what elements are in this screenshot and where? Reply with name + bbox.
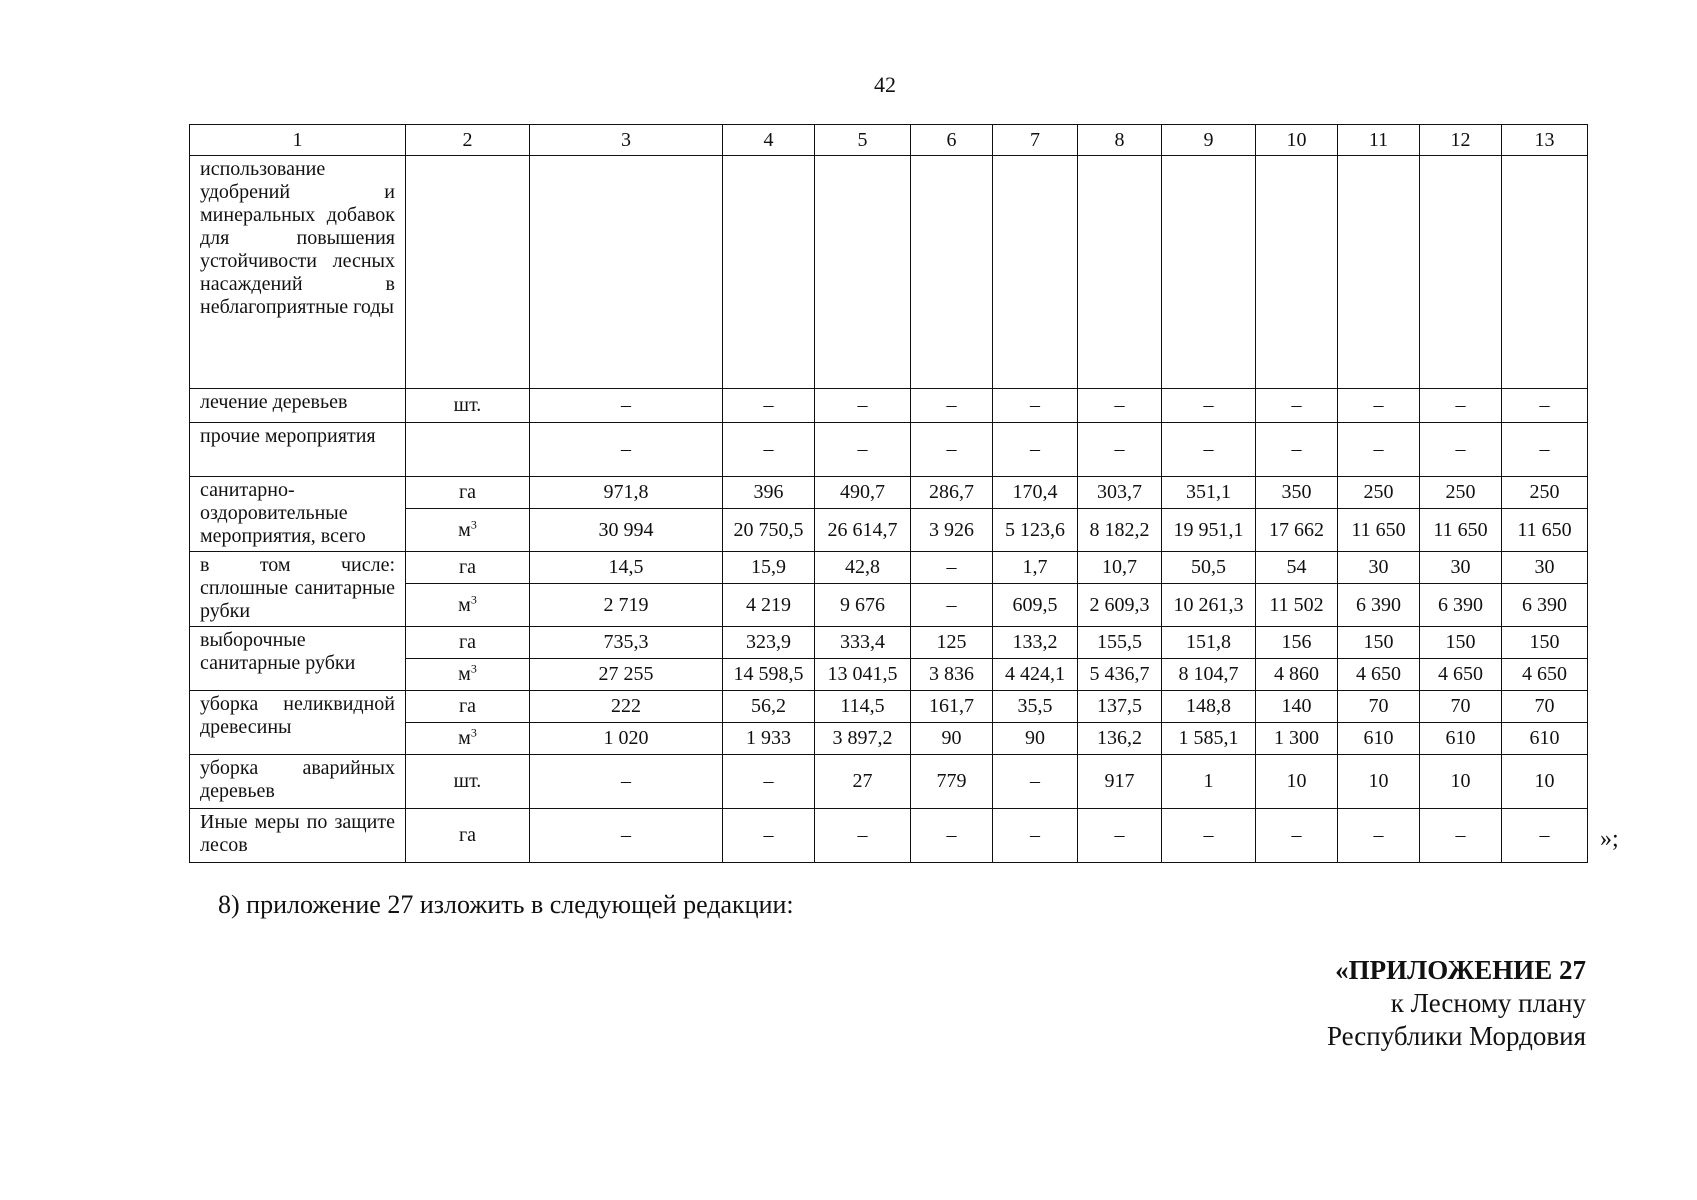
value-cell [1078,156,1162,389]
value-cell: 10 [1256,755,1338,809]
column-header: 2 [406,125,530,156]
value-cell: 4 860 [1256,659,1338,691]
unit-label: га [458,481,477,503]
value-cell: 30 [1502,552,1588,584]
value-cell: – [1256,423,1338,477]
value-cell: – [993,423,1078,477]
value-cell: – [1162,809,1256,863]
forest-protection-table [189,124,1588,863]
column-header: 3 [530,125,723,156]
table-header-row [190,125,1588,156]
table-row [190,156,1588,389]
value-cell: 250 [1420,477,1502,509]
amendment-paragraph: 8) приложение 27 изложить в следующей редакции: [218,890,794,919]
value-cell: 4 424,1 [993,659,1078,691]
value-cell: 5 123,6 [993,509,1078,552]
value-cell: 148,8 [1162,691,1256,723]
value-cell: 350 [1256,477,1338,509]
unit-label: м [458,727,471,749]
value-cell: – [1420,809,1502,863]
value-cell: 11 502 [1256,584,1338,627]
unit-cell [406,156,530,389]
unit-cell: шт. [406,389,530,423]
unit-cell [406,477,530,509]
value-cell: 4 650 [1338,659,1420,691]
unit-cell [406,584,530,627]
table-row [190,691,1588,723]
unit-label: м [458,518,471,541]
unit-label: м [458,663,471,685]
value-cell: 30 [1338,552,1420,584]
value-cell: – [911,809,993,863]
value-cell: 155,5 [1078,627,1162,659]
value-cell: 4 219 [723,584,815,627]
value-cell: 8 104,7 [1162,659,1256,691]
unit-cell: шт. [406,755,530,809]
unit-superscript: 3 [470,516,477,531]
value-cell: 1 020 [530,723,723,755]
value-cell: – [530,809,723,863]
value-cell: 20 750,5 [723,509,815,552]
value-cell: 4 650 [1502,659,1588,691]
value-cell: 133,2 [993,627,1078,659]
value-cell: – [993,755,1078,809]
value-cell: 17 662 [1256,509,1338,552]
appendix-line-2: Республики Мордовия [1326,1021,1586,1051]
value-cell: 4 650 [1420,659,1502,691]
value-cell [1420,156,1502,389]
value-cell: 15,9 [723,552,815,584]
value-cell [993,156,1078,389]
unit-label: га [458,631,477,653]
row-label: использование удобрений и минеральных добавок для повышения устойчивости лесных насаждений в неблагоприятные годы [190,156,406,389]
value-cell: 3 926 [911,509,993,552]
row-label: лечение деревьев [190,389,406,423]
value-cell: 323,9 [723,627,815,659]
value-cell: 250 [1502,477,1588,509]
value-cell: 11 650 [1420,509,1502,552]
value-cell: 222 [530,691,723,723]
value-cell: 11 650 [1338,509,1420,552]
value-cell: 137,5 [1078,691,1162,723]
unit-superscript: 3 [470,725,477,740]
value-cell: – [723,755,815,809]
value-cell: – [911,389,993,423]
table-row [190,389,1588,423]
unit-superscript: 3 [470,661,477,676]
value-cell: 3 836 [911,659,993,691]
appendix-line-1: к Лесному плану [1390,988,1586,1018]
value-cell: 14 598,5 [723,659,815,691]
column-header: 10 [1256,125,1338,156]
unit-label: м [458,593,471,616]
value-cell: 6 390 [1420,584,1502,627]
value-cell: 150 [1502,627,1588,659]
unit-cell [406,691,530,723]
value-cell: 735,3 [530,627,723,659]
column-header: 11 [1338,125,1420,156]
value-cell [911,156,993,389]
value-cell [1162,156,1256,389]
value-cell: 1 300 [1256,723,1338,755]
value-cell: 10,7 [1078,552,1162,584]
unit-cell [406,723,530,755]
row-label: прочие мероприятия [190,423,406,477]
value-cell: 333,4 [815,627,911,659]
value-cell: – [1078,389,1162,423]
value-cell: 2 609,3 [1078,584,1162,627]
value-cell: 8 182,2 [1078,509,1162,552]
value-cell: 30 [1420,552,1502,584]
value-cell: 161,7 [911,691,993,723]
value-cell: 1 933 [723,723,815,755]
closing-quote-mark: »; [1600,826,1619,852]
value-cell: – [530,755,723,809]
unit-cell [406,659,530,691]
value-cell: 30 994 [530,509,723,552]
value-cell: – [815,809,911,863]
value-cell: 14,5 [530,552,723,584]
unit-cell [406,509,530,552]
value-cell: 150 [1420,627,1502,659]
value-cell [815,156,911,389]
row-label: в том числе: сплошные санитарные рубки [190,552,406,627]
value-cell: – [1162,423,1256,477]
value-cell: – [1502,389,1588,423]
value-cell: – [1502,809,1588,863]
row-label: санитарно-оздоровительные мероприятия, всего [190,477,406,552]
value-cell: 610 [1502,723,1588,755]
value-cell: – [1256,809,1338,863]
column-header: 12 [1420,125,1502,156]
unit-label: га [458,556,477,578]
value-cell: – [1502,423,1588,477]
column-header: 5 [815,125,911,156]
value-cell: 1 585,1 [1162,723,1256,755]
column-header: 6 [911,125,993,156]
unit-label: га [458,695,477,717]
value-cell: – [1420,389,1502,423]
value-cell: – [911,423,993,477]
value-cell: 10 [1338,755,1420,809]
value-cell: 10 [1502,755,1588,809]
value-cell [1502,156,1588,389]
row-label: уборка неликвидной древесины [190,691,406,755]
value-cell: 70 [1338,691,1420,723]
table-body [190,125,1588,863]
value-cell: – [530,389,723,423]
value-cell: – [723,389,815,423]
value-cell: 54 [1256,552,1338,584]
appendix-heading [1327,954,1586,1053]
row-label: Иные меры по защите лесов [190,809,406,863]
value-cell: 114,5 [815,691,911,723]
value-cell: 10 [1420,755,1502,809]
value-cell: 351,1 [1162,477,1256,509]
value-cell: – [1162,389,1256,423]
value-cell: 35,5 [993,691,1078,723]
value-cell: 156 [1256,627,1338,659]
value-cell: 286,7 [911,477,993,509]
table-row [190,423,1588,477]
value-cell: 6 390 [1338,584,1420,627]
value-cell: 609,5 [993,584,1078,627]
column-header: 13 [1502,125,1588,156]
value-cell: 125 [911,627,993,659]
value-cell: – [1338,809,1420,863]
value-cell: 13 041,5 [815,659,911,691]
value-cell: 11 650 [1502,509,1588,552]
unit-cell [406,552,530,584]
row-label: выборочные санитарные рубки [190,627,406,691]
value-cell: – [1078,809,1162,863]
value-cell: 27 255 [530,659,723,691]
value-cell: 50,5 [1162,552,1256,584]
value-cell: – [723,423,815,477]
value-cell: 779 [911,755,993,809]
value-cell: 1,7 [993,552,1078,584]
table-row [190,809,1588,863]
page-number: 42 [874,72,896,97]
value-cell: 1 [1162,755,1256,809]
value-cell: 490,7 [815,477,911,509]
table-row [190,755,1588,809]
value-cell: 9 676 [815,584,911,627]
value-cell: 303,7 [1078,477,1162,509]
unit-cell [406,627,530,659]
value-cell: 3 897,2 [815,723,911,755]
value-cell [723,156,815,389]
value-cell: – [815,423,911,477]
row-label: уборка аварийных деревьев [190,755,406,809]
column-header: 7 [993,125,1078,156]
value-cell: – [1256,389,1338,423]
value-cell: – [1078,423,1162,477]
value-cell: 2 719 [530,584,723,627]
column-header: 1 [190,125,406,156]
table-row [190,552,1588,584]
value-cell: 90 [993,723,1078,755]
appendix-title: «ПРИЛОЖЕНИЕ 27 [1335,955,1586,985]
value-cell: 140 [1256,691,1338,723]
value-cell [1256,156,1338,389]
column-header: 9 [1162,125,1256,156]
value-cell: 6 390 [1502,584,1588,627]
value-cell: – [530,423,723,477]
value-cell: 170,4 [993,477,1078,509]
table-row [190,627,1588,659]
column-header: 8 [1078,125,1162,156]
unit-superscript: 3 [470,591,477,606]
value-cell: 10 261,3 [1162,584,1256,627]
value-cell: 26 614,7 [815,509,911,552]
value-cell: 250 [1338,477,1420,509]
table-row [190,477,1588,509]
value-cell: – [993,389,1078,423]
value-cell: 396 [723,477,815,509]
value-cell [1338,156,1420,389]
value-cell: – [1420,423,1502,477]
value-cell: – [1338,389,1420,423]
unit-cell: га [406,809,530,863]
value-cell: 151,8 [1162,627,1256,659]
value-cell: 56,2 [723,691,815,723]
value-cell: 917 [1078,755,1162,809]
value-cell: 971,8 [530,477,723,509]
value-cell: – [1338,423,1420,477]
value-cell: 70 [1420,691,1502,723]
value-cell: 70 [1502,691,1588,723]
value-cell: 150 [1338,627,1420,659]
value-cell: – [723,809,815,863]
value-cell: – [993,809,1078,863]
unit-cell [406,423,530,477]
value-cell: 42,8 [815,552,911,584]
value-cell: 5 436,7 [1078,659,1162,691]
value-cell [530,156,723,389]
value-cell: 610 [1420,723,1502,755]
value-cell: – [815,389,911,423]
value-cell: 19 951,1 [1162,509,1256,552]
value-cell: 136,2 [1078,723,1162,755]
value-cell: 610 [1338,723,1420,755]
column-header: 4 [723,125,815,156]
value-cell: 90 [911,723,993,755]
value-cell: 27 [815,755,911,809]
value-cell: – [911,552,993,584]
value-cell: – [911,584,993,627]
